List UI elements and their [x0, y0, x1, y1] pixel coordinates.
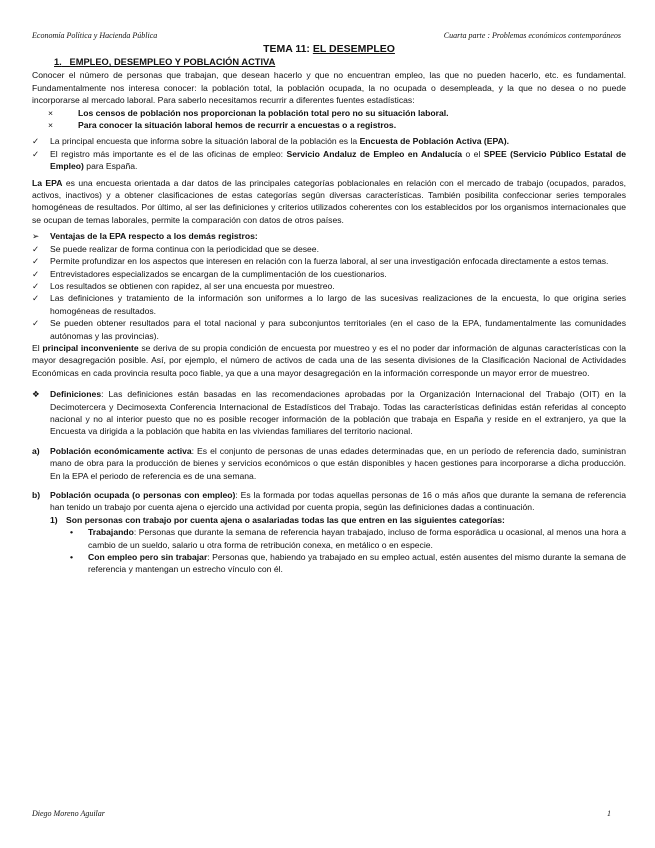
- check-icon: ✓: [32, 280, 40, 291]
- header-left: Economía Política y Hacienda Pública: [32, 31, 158, 40]
- list-item: ✓ Se pueden obtener resultados para el total nacional y para subconjuntos territoriales (en el caso de la EPA, fundamentalmente las comunidades autónomas y las provincias).: [32, 318, 626, 341]
- advantages-title: ➢ Ventajas de la EPA respecto a los demás registros:: [32, 231, 258, 242]
- check-icon: ✓: [32, 148, 40, 159]
- title-prefix: TEMA 11:: [263, 43, 313, 55]
- page-title: [32, 42, 626, 56]
- epa-paragraph: La EPA es una encuesta orientada a dar datos de las principales categorías poblacionales en relación con el mercado de trabajo (ocupados, parados, activos, inactivos) y a obtener clasificaciones de estas categorías según diversas características. También posibilita confeccionar series temporales homogéneas de resultados. Por último, al ser las definiciones y criterios utilizados coherentes con los establecidos por los organismos internacionales que se ocupan de temas laborales, permite la comparación con datos de otros países.: [32, 177, 626, 225]
- definition-b: b) Población ocupada (o personas con empleo): Es la formada por todas aquellas personas de 16 o más años que durante la semana de referencia han tenido un trabajo por cuenta ajena o ejercido una actividad por cuenta propia, según las definiciones dadas a continuación.: [32, 490, 626, 513]
- survey-list: [32, 135, 626, 172]
- list-item: ✓ Las definiciones y tratamiento de la información son uniformes a lo largo de las sucesivas realizaciones de la encuesta, lo que origina series homogéneas de resultados.: [32, 293, 626, 316]
- list-item: ✓ Entrevistadores especializados se encargan de la cumplimentación de los cuestionarios.: [32, 268, 387, 279]
- document-page: [32, 42, 626, 576]
- title-main: EL DESEMPLEO: [312, 43, 395, 55]
- list-item: ✓ La principal encuesta que informa sobre la situación laboral de la población es la Encuesta de Población Activa (EPA).: [32, 136, 510, 147]
- check-icon: ✓: [32, 293, 40, 304]
- check-icon: ✓: [32, 136, 40, 147]
- inconvenience-paragraph: El principal inconveniente se deriva de su propia condición de encuesta por muestreo y es el no poder dar información de algunas características con la mayor desagregación posible. Así, por ejemplo, el número de activos de cada una de las sesenta divisiones de la Clasificación Nacional de Actividades Económicas en cada provincia resulta poco fiable, ya que a una mayor desagregación en la información corresponde un mayor error de muestreo.: [32, 342, 626, 378]
- check-icon: ✓: [32, 256, 40, 267]
- advantages-list: [32, 243, 626, 342]
- list-item: ✓ Se puede realizar de forma continua con la periodicidad que se desee.: [32, 243, 319, 254]
- cross-bullet-icon: ×: [48, 107, 54, 118]
- check-icon: ✓: [32, 268, 40, 279]
- intro-paragraph: Conocer el número de personas que trabajan, que desean hacerlo y que no encuentran empleo, las que no pueden hacerlo, etc. es fundamental. Fundamentalmente nos interesa conocer: la población total, la población ocupada, la no ocupada o desempleada, y la que no desea o no puede incorporarse al mercado laboral. Para saberlo necesitamos recurrir a diferentes fuentes estadísticas:: [32, 70, 626, 106]
- dot-bullet-icon: •: [70, 552, 74, 563]
- list-item: × Para conocer la situación laboral hemos de recurrir a encuestas o a registros.: [48, 120, 397, 131]
- section-heading-text: EMPLEO, DESEMPLEO Y POBLACIÓN ACTIVA: [69, 57, 276, 67]
- employment-categories-list: [32, 526, 626, 576]
- sources-list: [32, 107, 626, 132]
- definition-a: a) Población económicamente activa: Es el conjunto de personas de unas edades determinadas que, en un período de referencia dado, suministran mano de obra para la producción de bienes y servicios económicos o que están disponibles y hacen gestiones para incorporarse a dicha producción. En la EPA el periodo de referencia es de una semana.: [32, 445, 626, 481]
- list-item: ✓ El registro más importante es el de las oficinas de empleo: Servicio Andaluz de Empleo en Andalucía o el SPEE (Servicio Público Estatal de Empleo) para España.: [32, 148, 626, 172]
- arrow-bullet-icon: ➢: [32, 231, 40, 242]
- list-item: • Trabajando: Personas que durante la semana de referencia hayan trabajado, incluso de forma esporádica u ocasional, al menos una hora a cambio de un sueldo, salario u otra forma de retribución conexa, en metálico o en especie.: [70, 527, 626, 550]
- list-item: ✓ Los resultados se obtienen con rapidez, al ser una encuesta por muestreo.: [32, 280, 335, 291]
- page-number: 1: [607, 809, 611, 818]
- dot-bullet-icon: •: [70, 527, 74, 538]
- section-heading: [54, 56, 626, 68]
- header-right: Cuarta parte : Problemas económicos contemporáneos: [443, 31, 621, 40]
- section-number: 1.: [54, 57, 62, 67]
- cross-bullet-icon: ×: [48, 120, 54, 131]
- check-icon: ✓: [32, 243, 40, 254]
- list-item: ✓ Permite profundizar en los aspectos que interesen en relación con la fuerza laboral, al ser una investigación enfocada directamente a estos temas.: [32, 256, 609, 267]
- footer-author: Diego Moreno Aguilar: [32, 809, 105, 818]
- definitions-paragraph: ❖ Definiciones: Las definiciones están basadas en las recomendaciones aprobadas por la Organización Internacional del Trabajo (OIT) en la Decimotercera y Decimosexta Conferencia Internacional de Estadísticos del Trabajo. Todas las características definidas están referidas al concepto nacional y no al interior puesto que no es posible recoger información de la población que trabaja en España y reside en el extranjero, ya que la Encuesta va dirigida a la población que habita en las viviendas familiares del territorio nacional.: [32, 389, 626, 437]
- list-item: • Con empleo pero sin trabajar: Personas que, habiendo ya trabajado en su empleo actual, estén ausentes del mismo durante la semana de referencia y mantengan un estrecho vínculo con él.: [70, 552, 626, 575]
- diamond-bullet-icon: ❖: [32, 389, 40, 400]
- check-icon: ✓: [32, 318, 40, 329]
- list-item: × Los censos de población nos proporcionan la población total pero no su situación laboral.: [48, 107, 449, 118]
- subsection-1: 1) Son personas con trabajo por cuenta ajena o asalariadas todas las que entren en las siguientes categorías:: [50, 514, 505, 525]
